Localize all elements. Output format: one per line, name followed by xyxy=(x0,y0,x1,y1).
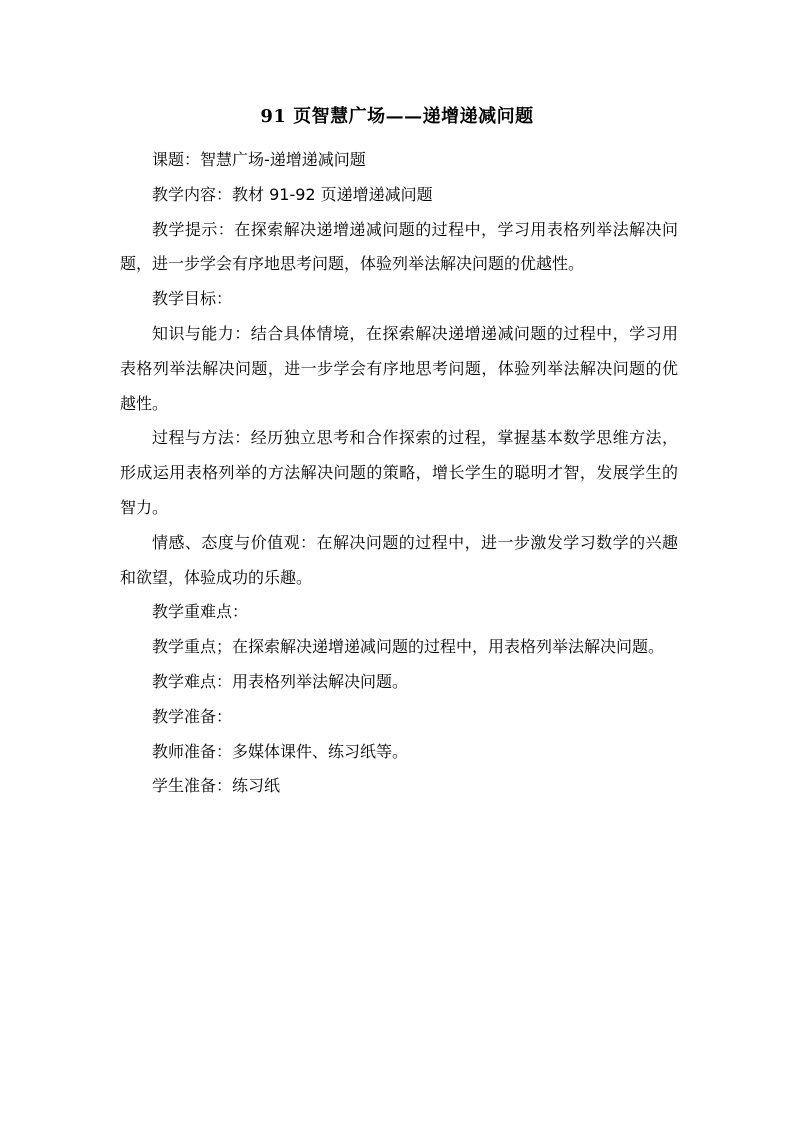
paragraph-emotion-attitude: 情感、态度与价值观：在解决问题的过程中，进一步激发学习数学的兴趣和欲望，体验成功的乐趣。 xyxy=(120,532,678,587)
paragraph-topic: 课题：智慧广场-递增递减问题 xyxy=(152,150,366,169)
document-body xyxy=(120,143,678,804)
document-title: 91 页智慧广场——递增递减问题 xyxy=(260,106,534,127)
paragraph-goals-heading: 教学目标： xyxy=(152,289,233,309)
paragraph-student-preparation: 学生准备：练习纸 xyxy=(152,776,281,796)
paragraph-knowledge-ability: 知识与能力：结合具体情境，在探索解决递增递减问题的过程中，学习用表格列举法解决问题，进一步学会有序地思考问题，体验列举法解决问题的优越性。 xyxy=(120,323,678,413)
paragraph-key-difficult-heading: 教学重难点： xyxy=(152,602,249,622)
paragraph-difficult-point: 教学难点：用表格列举法解决问题。 xyxy=(152,671,409,691)
paragraph-key-point: 教学重点；在探索解决递增递减问题的过程中，用表格列举法解决问题。 xyxy=(152,637,665,657)
paragraph-hint: 教学提示：在探索解决递增递减问题的过程中，学习用表格列举法解决问题，进一步学会有序地思考问题，体验列举法解决问题的优越性。 xyxy=(120,219,678,274)
paragraph-teacher-preparation: 教师准备：多媒体课件、练习纸等。 xyxy=(152,741,409,761)
paragraph-process-method: 过程与方法：经历独立思考和合作探索的过程，掌握基本数学思维方法，形成运用表格列举的方法解决问题的策略，增长学生的聪明才智，发展学生的智力。 xyxy=(120,428,678,517)
paragraph-preparation-heading: 教学准备： xyxy=(152,706,233,726)
paragraph-content: 教学内容：教材 91-92 页递增递减问题 xyxy=(152,184,433,204)
